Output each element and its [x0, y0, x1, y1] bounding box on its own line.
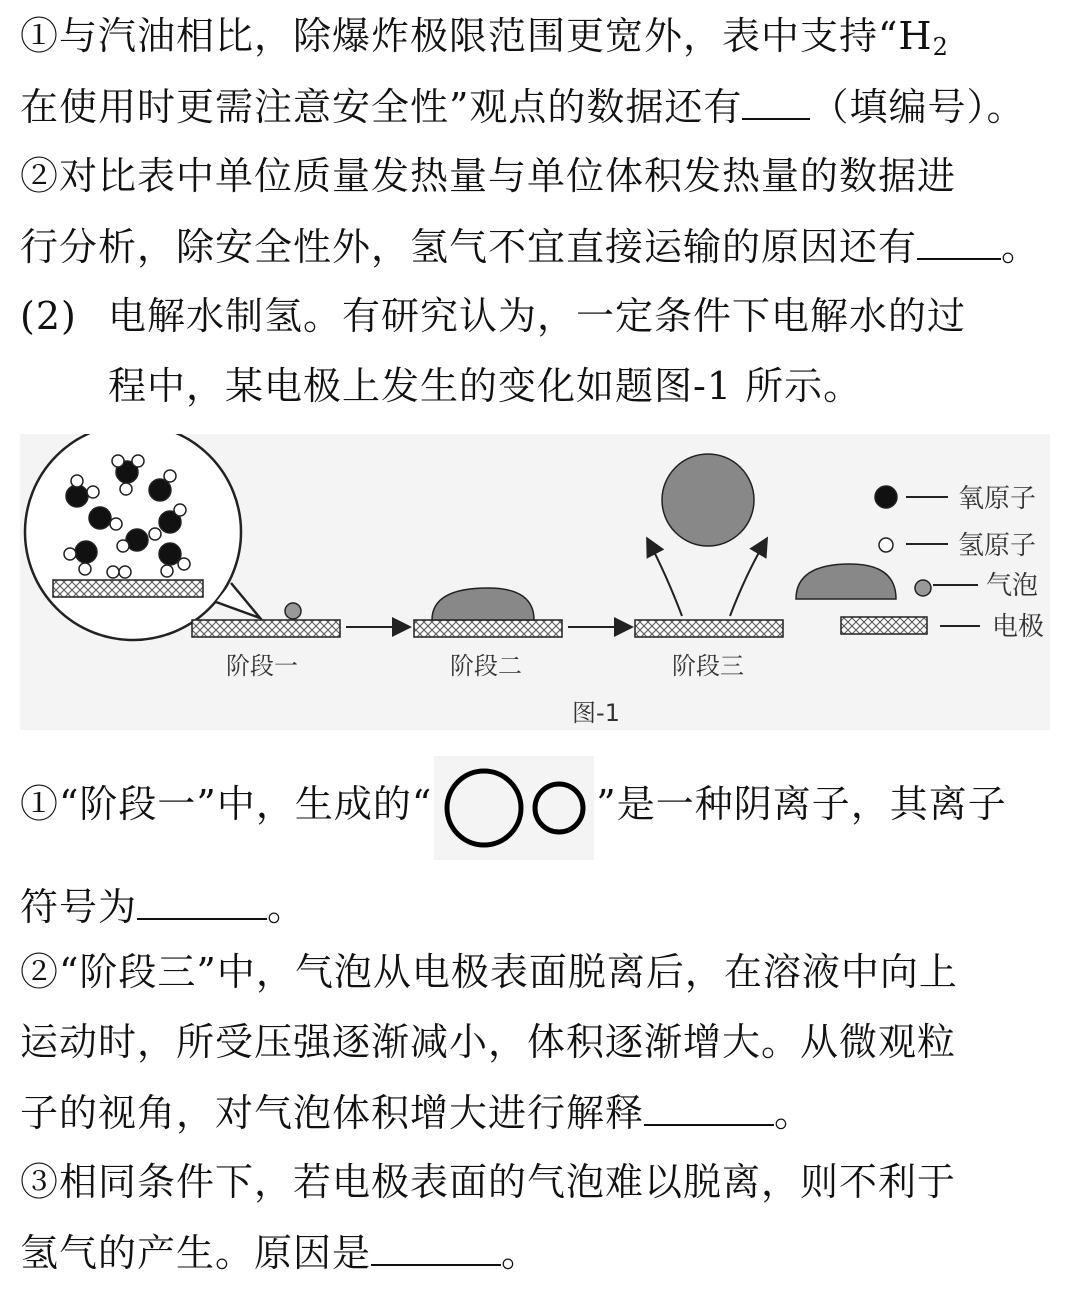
q2-text: ②对比表中单位质量发热量与单位体积发热量的数据进: [20, 154, 957, 198]
figure-caption: 图-1: [572, 699, 620, 727]
sub2-line2: 运动时，所受压强逐渐减小，体积逐渐增大。从微观粒: [20, 1020, 957, 1064]
part2-number: (2): [20, 294, 77, 338]
q1-text-2: 在使用时更需注意安全性”观点的数据还有: [20, 85, 743, 129]
q1-text-3: （填编号）。: [810, 85, 1026, 129]
q2-text-2: 行分析，除安全性外，氢气不宜直接运输的原因还有: [20, 225, 918, 269]
q2-line1: [20, 154, 956, 200]
sub1-text: ①“阶段一”中，生成的“: [20, 782, 433, 826]
stage-two-label: 阶段二: [450, 652, 522, 680]
sub3-line1: ③相同条件下，若电极表面的气泡难以脱离，则不利于: [20, 1160, 957, 1204]
q1-line1: [20, 14, 949, 62]
legend-oxygen-atom: 氧原子: [958, 484, 1037, 514]
legend-electrode: 电极: [992, 612, 1045, 642]
sub1-text-2: ”是一种阴离子，其离子: [596, 782, 1007, 826]
sub2-text-2: 。: [774, 1091, 814, 1135]
sub3-line2: [20, 1230, 540, 1277]
q2-text-3: 。: [1001, 225, 1041, 269]
legend-hydrogen-atom: 氢原子: [958, 531, 1037, 561]
answer-blank[interactable]: [917, 224, 1001, 260]
figure-electrolysis: [20, 434, 1050, 730]
sub2-line1: ②“阶段三”中，气泡从电极表面脱离后，在溶液中向上: [20, 950, 958, 994]
magnified-view: [25, 434, 260, 640]
stage-one: [192, 603, 340, 680]
sub1-line2: [20, 884, 306, 931]
answer-blank[interactable]: [137, 884, 267, 920]
stage-three: [635, 454, 783, 680]
answer-blank[interactable]: [644, 1090, 774, 1126]
subscript-2: 2: [932, 33, 949, 61]
stage-three-label: 阶段三: [672, 652, 744, 680]
sub3-text-2: 。: [501, 1231, 541, 1275]
stage-one-label: 阶段一: [226, 652, 298, 680]
sub1-text-4: 。: [267, 885, 307, 929]
q1-line2: [20, 84, 1025, 131]
part2-line1: 电解水制氢。有研究认为，一定条件下电解水的过: [108, 294, 967, 338]
q2-line2: [20, 224, 1040, 271]
sub1-text-3: 符号为: [20, 885, 138, 929]
answer-blank[interactable]: [371, 1230, 501, 1266]
ion-diagram: [434, 756, 594, 860]
sub2-line3: [20, 1090, 813, 1137]
legend-bubble: 气泡: [986, 571, 1039, 601]
sub1-line1: [20, 752, 1007, 860]
sub3-text: 氢气的产生。原因是: [20, 1231, 372, 1275]
legend: [796, 484, 1044, 642]
part2-line2: 程中，某电极上发生的变化如题图-1 所示。: [108, 364, 863, 408]
sub2-text: 子的视角，对气泡体积增大进行解释: [20, 1091, 645, 1135]
stage-two: [414, 588, 562, 680]
q1-text: ①与汽油相比，除爆炸极限范围更宽外，表中支持“H: [20, 14, 933, 58]
answer-blank[interactable]: [742, 84, 810, 120]
